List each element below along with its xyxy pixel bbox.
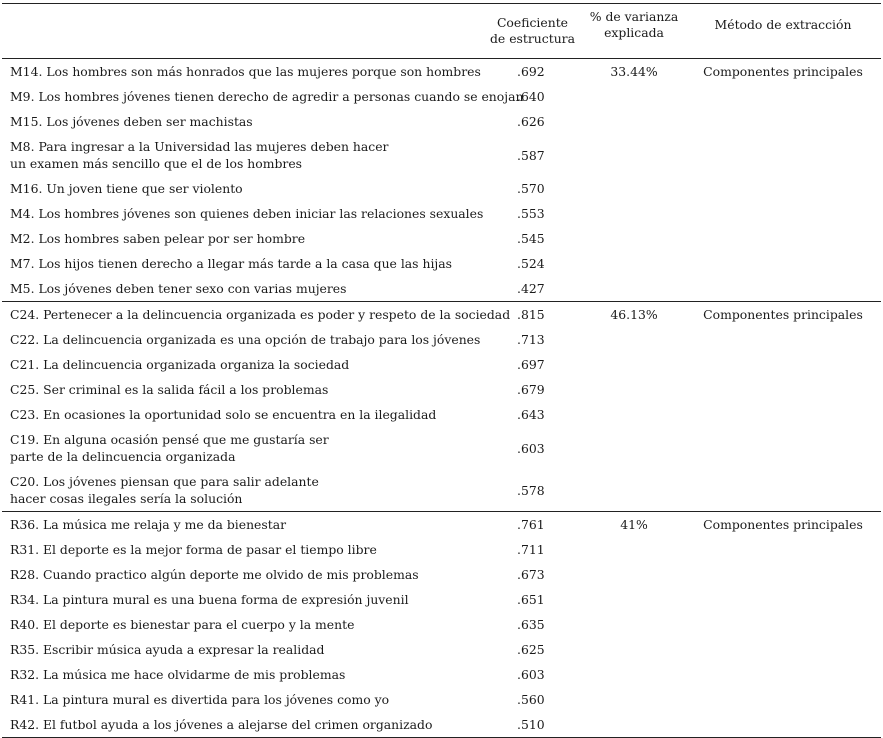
variance-value bbox=[583, 276, 685, 302]
item-text-line: R42. El futbol ayuda a los jóvenes a alejarse del crimen organizado bbox=[10, 717, 433, 732]
item-text-line: M8. Para ingresar a la Universidad las mujeres deben hacer bbox=[10, 139, 389, 154]
method-value bbox=[685, 377, 881, 402]
item-text-line: M15. Los jóvenes deben ser machistas bbox=[10, 114, 253, 129]
coef-value: .697 bbox=[517, 357, 545, 372]
factor-table bbox=[2, 3, 881, 738]
item-text bbox=[2, 109, 482, 134]
table-row bbox=[2, 251, 881, 276]
method-value: Componentes principales bbox=[685, 59, 881, 85]
method-value: Componentes principales bbox=[685, 302, 881, 328]
coef-value: .711 bbox=[517, 542, 545, 557]
item-text-line: M7. Los hijos tienen derecho a llegar más tarde a la casa que las hijas bbox=[10, 256, 452, 271]
coef-value: .545 bbox=[517, 231, 545, 246]
variance-value bbox=[583, 469, 685, 512]
variance-value bbox=[583, 662, 685, 687]
method-value bbox=[685, 612, 881, 637]
item-text-line: M16. Un joven tiene que ser violento bbox=[10, 181, 243, 196]
method-value bbox=[685, 84, 881, 109]
item-text bbox=[2, 226, 482, 251]
method-value bbox=[685, 587, 881, 612]
table-row bbox=[2, 302, 881, 328]
table-row bbox=[2, 687, 881, 712]
table-row bbox=[2, 537, 881, 562]
coef-value: .625 bbox=[517, 642, 545, 657]
item-text bbox=[2, 687, 482, 712]
method-value bbox=[685, 662, 881, 687]
item-text bbox=[2, 302, 511, 328]
coef-value: .651 bbox=[517, 592, 545, 607]
variance-value: 46.13% bbox=[583, 302, 685, 328]
item-text-line: M5. Los jóvenes deben tener sexo con varias mujeres bbox=[10, 281, 347, 296]
item-text bbox=[2, 537, 482, 562]
table-row bbox=[2, 109, 881, 134]
item-text-line: C25. Ser criminal es la salida fácil a los problemas bbox=[10, 382, 329, 397]
item-text bbox=[2, 612, 482, 637]
header-variance-line: explicada bbox=[604, 25, 664, 40]
item-text bbox=[2, 59, 482, 85]
variance-value bbox=[583, 687, 685, 712]
variance-value: 41% bbox=[583, 512, 685, 538]
item-text-line: C24. Pertenecer a la delincuencia organizada es poder y respeto de la sociedad bbox=[10, 307, 511, 322]
item-text bbox=[2, 176, 482, 201]
item-text-line: M9. Los hombres jóvenes tienen derecho de agredir a personas cuando se enojan bbox=[10, 89, 524, 104]
coef-value: .603 bbox=[517, 440, 545, 456]
header-coef-line: de estructura bbox=[490, 31, 575, 46]
item-text-line: M2. Los hombres saben pelear por ser hombre bbox=[10, 231, 306, 246]
coef-value: .578 bbox=[517, 482, 545, 498]
table-body bbox=[2, 59, 881, 738]
item-text-line: M14. Los hombres son más honrados que las mujeres porque son hombres bbox=[10, 64, 481, 79]
item-text bbox=[2, 469, 482, 512]
item-text-line: C21. La delincuencia organizada organiza la sociedad bbox=[10, 357, 350, 372]
coef-value: .553 bbox=[517, 206, 545, 221]
method-value bbox=[685, 427, 881, 469]
item-text bbox=[2, 637, 482, 662]
table-row bbox=[2, 427, 881, 469]
method-value bbox=[685, 537, 881, 562]
method-value bbox=[685, 134, 881, 176]
coef-value: .427 bbox=[517, 281, 545, 296]
variance-value bbox=[583, 712, 685, 738]
table-row bbox=[2, 402, 881, 427]
variance-value bbox=[583, 637, 685, 662]
table-row bbox=[2, 469, 881, 512]
item-text bbox=[2, 201, 482, 226]
item-text-line: R34. La pintura mural es una buena forma de expresión juvenil bbox=[10, 592, 409, 607]
item-text-line: R41. La pintura mural es divertida para los jóvenes como yo bbox=[10, 692, 390, 707]
coef-value: .713 bbox=[517, 332, 545, 347]
item-text bbox=[2, 251, 482, 276]
table-row bbox=[2, 59, 881, 85]
table-row bbox=[2, 176, 881, 201]
item-text bbox=[2, 427, 482, 469]
item-text-line: R35. Escribir música ayuda a expresar la realidad bbox=[10, 642, 325, 657]
item-text bbox=[2, 327, 482, 352]
item-text-line: C20. Los jóvenes piensan que para salir adelante bbox=[10, 474, 319, 489]
table-row bbox=[2, 712, 881, 738]
table-row bbox=[2, 327, 881, 352]
item-text bbox=[2, 587, 482, 612]
variance-value bbox=[583, 176, 685, 201]
coef-value: .510 bbox=[482, 712, 583, 738]
item-text bbox=[2, 352, 482, 377]
item-text-line: R40. El deporte es bienestar para el cuerpo y la mente bbox=[10, 617, 355, 632]
variance-value bbox=[583, 352, 685, 377]
item-text-line: R31. El deporte es la mejor forma de pasar el tiempo libre bbox=[10, 542, 377, 557]
variance-value bbox=[583, 327, 685, 352]
method-value bbox=[685, 226, 881, 251]
variance-value bbox=[583, 201, 685, 226]
method-value bbox=[685, 201, 881, 226]
method-value bbox=[685, 176, 881, 201]
item-text-line: C23. En ocasiones la oportunidad solo se encuentra en la ilegalidad bbox=[10, 407, 437, 422]
header-item bbox=[2, 4, 482, 59]
method-value bbox=[685, 687, 881, 712]
method-value bbox=[685, 712, 881, 738]
item-text-line: parte de la delincuencia organizada bbox=[10, 449, 236, 464]
coef-value: .570 bbox=[517, 181, 545, 196]
item-text bbox=[2, 134, 482, 176]
coef-value: .524 bbox=[517, 256, 545, 271]
item-text-line: C22. La delincuencia organizada es una opción de trabajo para los jóvenes bbox=[10, 332, 481, 347]
variance-value bbox=[583, 612, 685, 637]
coef-value: .679 bbox=[517, 382, 545, 397]
variance-value bbox=[583, 402, 685, 427]
method-value bbox=[685, 562, 881, 587]
header-method: Método de extracción bbox=[685, 4, 881, 59]
table-header bbox=[2, 4, 881, 59]
method-value bbox=[685, 402, 881, 427]
method-value bbox=[685, 276, 881, 302]
item-text bbox=[2, 84, 524, 109]
header-coef-line: Coeficiente bbox=[496, 15, 569, 30]
variance-value bbox=[583, 109, 685, 134]
coef-value: .635 bbox=[517, 617, 545, 632]
variance-value bbox=[583, 251, 685, 276]
method-value: Componentes principales bbox=[685, 512, 881, 538]
coef-value: .603 bbox=[517, 667, 545, 682]
variance-value bbox=[583, 377, 685, 402]
coef-value: .815 bbox=[482, 302, 583, 328]
coef-value: .560 bbox=[517, 692, 545, 707]
method-value bbox=[685, 469, 881, 512]
coef-value: .643 bbox=[517, 407, 545, 422]
header-variance-line: % de varianza bbox=[589, 9, 679, 24]
item-text bbox=[2, 512, 482, 538]
variance-value bbox=[583, 84, 685, 109]
table-row bbox=[2, 201, 881, 226]
method-value bbox=[685, 352, 881, 377]
variance-value bbox=[583, 562, 685, 587]
method-value bbox=[685, 109, 881, 134]
item-text bbox=[2, 377, 482, 402]
item-text bbox=[2, 562, 482, 587]
item-text-line: R32. La música me hace olvidarme de mis problemas bbox=[10, 667, 346, 682]
variance-value bbox=[583, 134, 685, 176]
variance-value bbox=[583, 587, 685, 612]
coef-value: .640 bbox=[517, 89, 545, 104]
table-row bbox=[2, 226, 881, 251]
coef-value: .692 bbox=[482, 59, 583, 85]
item-text-line: un examen más sencillo que el de los hombres bbox=[10, 156, 303, 171]
item-text-line: R36. La música me relaja y me da bienestar bbox=[10, 517, 287, 532]
coef-value: .587 bbox=[517, 147, 545, 163]
header-variance bbox=[583, 4, 685, 59]
coef-value: .761 bbox=[482, 512, 583, 538]
table-row bbox=[2, 134, 881, 176]
method-value bbox=[685, 251, 881, 276]
method-value bbox=[685, 637, 881, 662]
variance-value bbox=[583, 427, 685, 469]
item-text bbox=[2, 276, 482, 302]
table-row bbox=[2, 662, 881, 687]
item-text-line: C19. En alguna ocasión pensé que me gustaría ser bbox=[10, 432, 329, 447]
table-row bbox=[2, 587, 881, 612]
table-row bbox=[2, 352, 881, 377]
coef-value: .673 bbox=[517, 567, 545, 582]
item-text bbox=[2, 662, 482, 687]
table-row bbox=[2, 562, 881, 587]
table-row bbox=[2, 377, 881, 402]
item-text-line: hacer cosas ilegales sería la solución bbox=[10, 491, 243, 506]
variance-value bbox=[583, 226, 685, 251]
variance-value bbox=[583, 537, 685, 562]
item-text bbox=[2, 712, 482, 738]
table-row bbox=[2, 612, 881, 637]
table-row bbox=[2, 276, 881, 302]
item-text bbox=[2, 402, 482, 427]
coef-value: .626 bbox=[517, 114, 545, 129]
method-value bbox=[685, 327, 881, 352]
header-coef bbox=[482, 4, 583, 59]
table-row bbox=[2, 84, 881, 109]
table-row bbox=[2, 637, 881, 662]
item-text-line: R28. Cuando practico algún deporte me olvido de mis problemas bbox=[10, 567, 419, 582]
table-row bbox=[2, 512, 881, 538]
variance-value: 33.44% bbox=[583, 59, 685, 85]
item-text-line: M4. Los hombres jóvenes son quienes deben iniciar las relaciones sexuales bbox=[10, 206, 484, 221]
